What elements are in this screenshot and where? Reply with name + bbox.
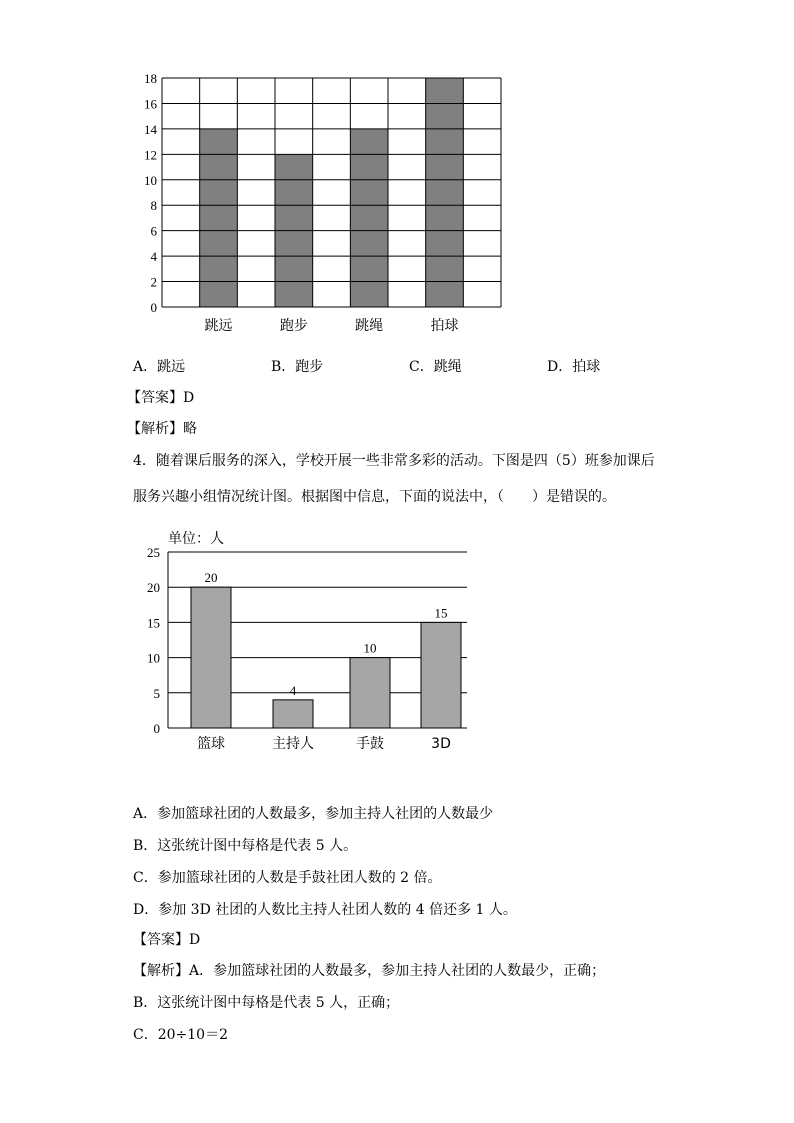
bar <box>191 587 231 728</box>
bar <box>350 658 390 728</box>
bar-chart-clubs <box>130 525 490 760</box>
y-tick-label: 10 <box>147 650 160 666</box>
y-tick-label: 2 <box>150 274 157 290</box>
data-label: 15 <box>434 605 448 621</box>
q4-stem-line-2: 服务兴趣小组情况统计图。根据图中信息，下面的说法中，（ ）是错误的。 <box>133 489 616 505</box>
q3-analysis: 【解析】略 <box>127 421 197 437</box>
bar <box>273 700 313 728</box>
y-tick-label: 4 <box>150 249 157 265</box>
x-category-label: 跳绳 <box>355 318 384 334</box>
y-tick-label: 25 <box>147 545 160 560</box>
y-tick-label: 20 <box>147 580 160 596</box>
q4-option-d: D．参加 3D 社团的人数比主持人社团人数的 4 倍还多 1 人。 <box>133 902 517 918</box>
unit-label: 单位：人 <box>168 531 224 547</box>
y-tick-label: 8 <box>150 198 157 214</box>
q4-analysis-line-1: 【解析】A．参加篮球社团的人数最多，参加主持人社团的人数最少，正确； <box>133 963 606 979</box>
q3-option-d: D．拍球 <box>547 359 601 375</box>
x-category-label: 手鼓 <box>356 736 384 752</box>
q4-option-b: B．这张统计图中每格是代表 5 人。 <box>133 838 358 854</box>
q4-option-a: A．参加篮球社团的人数最多，参加主持人社团的人数最少 <box>133 806 494 822</box>
y-tick-label: 14 <box>144 121 157 137</box>
q4-answer: 【答案】D <box>133 932 201 948</box>
bar <box>426 78 464 307</box>
data-label: 20 <box>204 570 218 586</box>
bar <box>200 129 238 307</box>
x-category-label: 篮球 <box>197 736 225 752</box>
q4-analysis-line-2: B．这张统计图中每格是代表 5 人，正确； <box>133 995 400 1011</box>
data-label: 10 <box>363 640 377 656</box>
y-tick-label: 6 <box>150 223 157 239</box>
q4-stem-line-1: 4．随着课后服务的深入，学校开展一些非常多彩的活动。下图是四（5）班参加课后 <box>133 453 655 469</box>
bar <box>421 622 461 728</box>
y-tick-label: 0 <box>150 300 157 315</box>
y-tick-label: 12 <box>144 147 157 163</box>
q3-answer: 【答案】D <box>127 390 195 406</box>
x-category-label: 拍球 <box>430 318 459 334</box>
x-category-label: 3D <box>431 736 451 752</box>
q3-option-b: B．跑步 <box>271 359 324 375</box>
bar-chart-sports <box>130 70 520 340</box>
data-label: 4 <box>289 682 297 698</box>
y-tick-label: 5 <box>153 685 160 701</box>
x-category-label: 跑步 <box>279 318 308 334</box>
y-tick-label: 16 <box>144 96 157 112</box>
q4-analysis-line-3: C．20÷10＝2 <box>133 1027 228 1043</box>
q3-option-c: C．跳绳 <box>409 359 462 375</box>
y-tick-label: 0 <box>153 721 160 736</box>
q4-option-c: C．参加篮球社团的人数是手鼓社团人数的 2 倍。 <box>133 870 442 886</box>
y-tick-label: 18 <box>144 71 157 86</box>
x-category-label: 主持人 <box>272 736 314 752</box>
x-category-label: 跳远 <box>204 318 233 334</box>
q3-option-a: A．跳远 <box>133 359 186 375</box>
y-tick-label: 15 <box>147 615 160 631</box>
y-tick-label: 10 <box>144 172 157 188</box>
bar <box>350 129 388 307</box>
